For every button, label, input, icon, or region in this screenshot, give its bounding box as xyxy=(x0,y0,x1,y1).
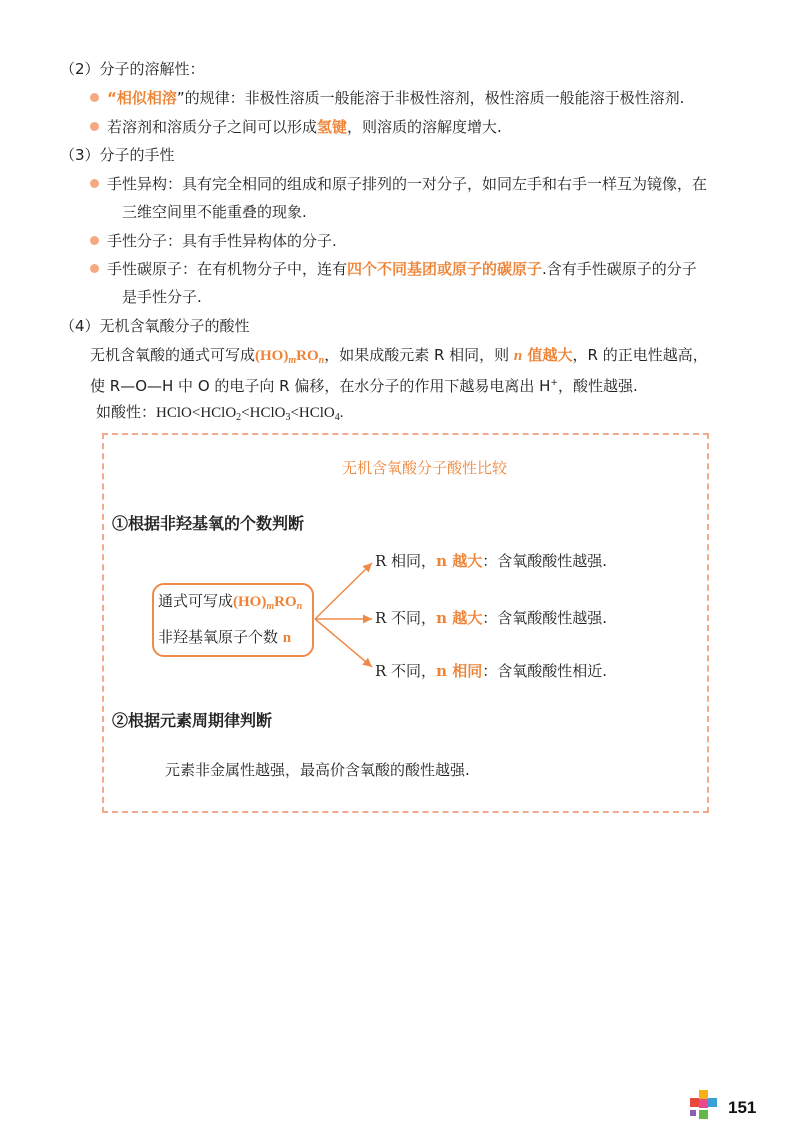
page-number: 151 xyxy=(728,1098,757,1117)
highlight-similar-dissolve: 相似相溶 xyxy=(116,89,177,107)
arrow-down xyxy=(315,619,372,667)
formula-box-line-2: 非羟基氧原子个数 n xyxy=(158,628,292,646)
highlight-n-larger: n 值越大 xyxy=(513,346,573,364)
box-conclusion: 元素非金属性越强，最高价含氧酸的酸性越强. xyxy=(165,761,470,779)
s2-bullet-2 xyxy=(90,117,502,137)
s4-p2-pre: 使 R—O—H 中 O 的电子向 R 偏移，在水分子的作用下越易电离出 H xyxy=(90,377,551,395)
formula-box-line-1: 通式可写成$(HO)_mRO_n$ xyxy=(158,592,303,612)
bullet-dot xyxy=(90,93,99,102)
acid-series: HClO<HClO$_2$<HClO$_3$<HClO$_4$. xyxy=(156,405,344,423)
s3-b1-line1: 手性异构：具有完全相同的组成和原子排列的一对分子，如同左手和右手一样互为镜像，在 xyxy=(107,175,708,193)
rule-2: R 不同，n 越大：含氧酸酸性越强. xyxy=(375,609,607,627)
bullet-dot xyxy=(90,179,99,188)
s4-p2-post: ，酸性越强. xyxy=(557,377,638,395)
box-heading-2: ②根据元素周期律判断 xyxy=(112,711,273,730)
bullet-dot xyxy=(90,122,99,131)
s3-b1-line2: 三维空间里不能重叠的现象. xyxy=(122,203,307,221)
bullet-dot xyxy=(90,236,99,245)
formula: $(HO)_mRO_n$ xyxy=(255,348,325,366)
highlight-chiral-carbon: 四个不同基团或原子的碳原子 xyxy=(347,260,543,278)
s3-bullet-3 xyxy=(90,259,697,279)
arrow-up xyxy=(315,563,372,619)
s3-b3-post: .含有手性碳原子的分子 xyxy=(542,260,697,278)
example-label: 如酸性： xyxy=(96,403,157,421)
box-heading-1: ①根据非羟基氧的个数判断 xyxy=(112,514,305,533)
acid-example xyxy=(96,402,344,428)
bullet-dot xyxy=(90,264,99,273)
s3-b3-pre: 手性碳原子：在有机物分子中，连有 xyxy=(107,260,348,278)
s3-b3-line2: 是手性分子. xyxy=(122,288,202,306)
section-2-heading: （2）分子的溶解性： xyxy=(60,60,205,78)
s2-b1-text: ”的规律：非极性溶质一般能溶于非极性溶剂，极性溶质一般能溶于极性溶剂. xyxy=(176,89,685,107)
box-title: 无机含氧酸分子酸性比较 xyxy=(342,459,508,477)
rule-1: R 相同，n 越大：含氧酸酸性越强. xyxy=(375,552,607,570)
section-3-heading: （3）分子的手性 xyxy=(60,146,175,164)
h-plus-superscript: + xyxy=(550,378,558,388)
s2-b2-post: ，则溶质的溶解度增大. xyxy=(347,118,502,136)
s4-paragraph-1 xyxy=(90,345,708,371)
s3-b2-text: 手性分子：具有手性异构体的分子. xyxy=(107,232,337,250)
quote-open: “ xyxy=(107,89,117,107)
s4-p1-mid: ，如果成酸元素 R 相同，则 xyxy=(324,346,514,364)
s2-bullet-1 xyxy=(90,88,684,108)
s2-b2-pre: 若溶剂和溶质分子之间可以形成 xyxy=(107,118,318,136)
rule-3: R 不同，n 相同：含氧酸酸性相近. xyxy=(375,662,607,680)
section-4-heading: （4）无机含氧酸分子的酸性 xyxy=(60,317,250,335)
s3-bullet-1 xyxy=(90,174,707,194)
s4-p1-post: ，R 的正电性越高， xyxy=(572,346,708,364)
s3-bullet-2 xyxy=(90,231,337,251)
highlight-hydrogen-bond: 氢键 xyxy=(317,118,348,136)
branch-arrows xyxy=(312,555,382,673)
s4-p1-pre: 无机含氧酸的通式可写成 xyxy=(90,346,256,364)
publisher-logo-icon xyxy=(690,1090,718,1124)
s4-paragraph-2 xyxy=(90,373,638,396)
